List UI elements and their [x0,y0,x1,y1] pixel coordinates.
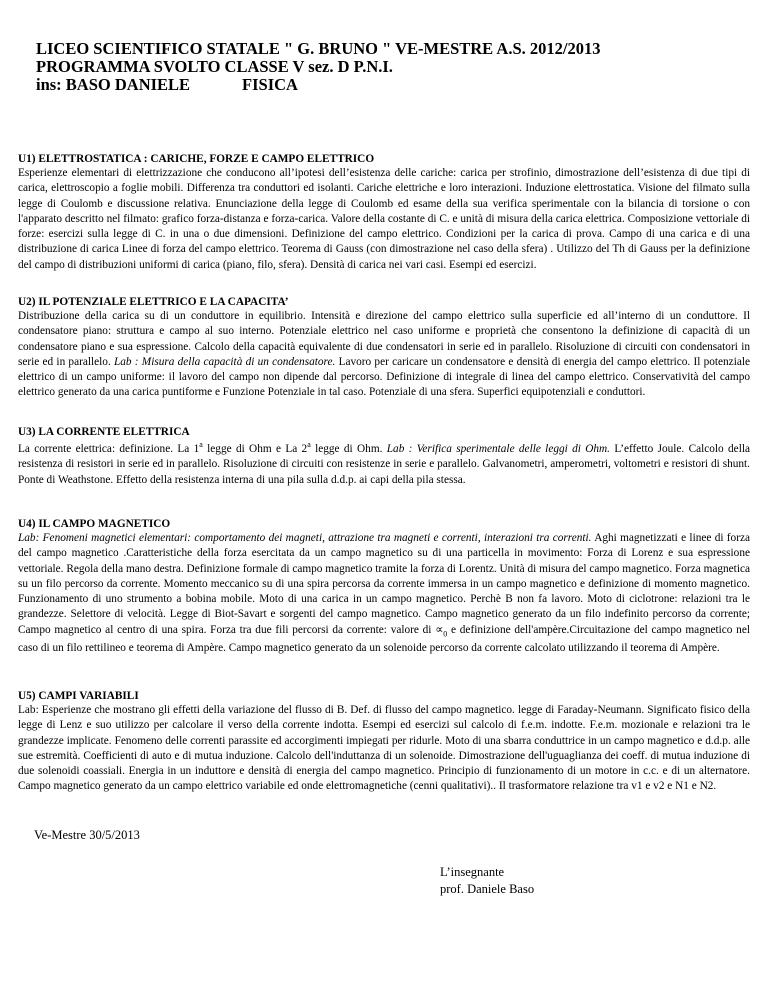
section-text [18,309,750,401]
section-title: U1) ELETTROSTATICA : CARICHE, FORZE E CAMPO ELETTRICO [18,153,375,165]
superscript: a [307,440,311,450]
section-title: U5) CAMPI VARIABILI [18,690,139,702]
teacher-name: ins: BASO DANIELE [36,75,191,94]
section-u4 [18,517,750,657]
text-part: legge di Ohm. [310,443,387,455]
lab-note: Lab: Fenomeni magnetici elementari: comportamento dei magneti, attrazione tra magneti e correnti, interazioni tra correnti. [18,532,592,544]
superscript: a [199,440,203,450]
section-text: Esperienze elementari di elettrizzazione che conducono all’ipotesi dell’esistenza delle cariche: carica per strofinio, dimostrazione dell’esistenza di due tipi di carica, elettroscopio a foglie mobili. Differenza tra conduttori ed isolanti. Cariche elettriche e loro interazioni. Induzione elettrostatica. Visione del filmato sulla legge di Coulomb e discussione relativa. Enunciazione della legge di Coulomb ed esame della sua verifica sperimentale con la bilancia di torsione o con l'apparato descritto nel filmato: grafico forza-distanza e forza-carica. Valore della costante di C. e unità di misura della carica elettrica. Composizione vettoriale di forze: esercizi sulla legge di C. in una o due dimensioni. Definizione del campo elettrico. Condizioni per la carica di prova. Campo di una carica e di una distribuzione di carica Linee di forza del campo elettrico. Teorema di Gauss (con dimostrazione nel caso della sfera) . Utilizzo del Th di Gauss per la definizione del campo di distribuzioni uniformi di carica (piano, filo, sfera). Densità di carica nei vari casi. Esempi ed esercizi. [18,167,750,271]
section-u5 [18,689,750,795]
section-u1 [18,152,750,273]
signature-role: L’insegnante [440,865,505,879]
text-part: Distribuzione della carica su di un conduttore in equilibrio. Intensità e direzione del campo elettrico sulla superficie ed all’interno di un conduttore. Il condensatore piano: struttura e campo al suo interno. Potenziale elettrico nel caso uniforme e proprietà che consentono la definizione di capacità di un condensatore piano e sua espressione. Calcolo della capacità equivalente di due condensatori in serie ed in parallelo. Risoluzione di circuiti con condensatori in serie ed in parallelo. [18,310,750,368]
program-title: PROGRAMMA SVOLTO CLASSE V sez. D P.N.I. [36,57,393,76]
subject-name: FISICA [242,75,298,94]
section-title: U3) LA CORRENTE ELETTRICA [18,426,190,438]
section-title: U4) IL CAMPO MAGNETICO [18,518,171,530]
text-part: La corrente elettrica: definizione. La 1 [18,443,200,455]
document-date: Ve-Mestre 30/5/2013 [34,828,140,842]
section-u3 [18,425,750,488]
text-part: legge di Ohm e La 2 [202,443,308,455]
document-header [36,40,600,94]
mu-symbol: ∝ [435,623,444,636]
subscript: 0 [443,629,448,639]
text-part: L’effetto Joule. Calcolo della resistenza di resistori in serie ed in parallelo. Risoluzione di circuiti con resistenze in serie e parallelo. Galvanometri, amperometri, voltometri e resistori di shunt. Ponte di Weathstone. Effetto della resistenza interna di una pila sulla d.d.p. ai capi della pila stessa. [18,443,750,486]
lab-note: Lab : Verifica sperimentale delle leggi di Ohm. [386,443,611,455]
section-text [18,531,750,657]
text-part: e definizione dell'ampère.Circuitazione del campo magnetico nel caso di un filo rettilineo e teorema di Ampère. Campo magnetico generato da un solenoide percorso da corrente calcolato utilizzando il teorema di Ampère. [18,623,750,655]
teacher-subject-line [36,76,600,94]
section-text [18,442,750,488]
section-title: U2) IL POTENZIALE ELETTRICO E LA CAPACITA’ [18,296,289,308]
section-u2 [18,295,750,401]
signature-name: prof. Daniele Baso [440,882,535,896]
section-text: Lab: Esperienze che mostrano gli effetti della variazione del flusso di B. Def. di flusso del campo magnetico. legge di Faraday-Neumann. Significato fisico della legge di Lenz e suo utilizzo per calcolare il verso della corrente indotta. Esempi ed esercizi sul calcolo di f.e.m. indotte. F.e.m. mozionale e relazioni tra le grandezze implicate. Fenomeno delle correnti parassite ed accorgimenti impiegati per ridurle. Moto di una sbarra conduttrice in un campo magnetico e d.d.p. alle sue estremità. Coefficienti di auto e di mutua induzione. Calcolo dell'induttanza di un solenoide. Dimostrazione dell'uguaglianza dei coeff. di mutua induzione di due solenoidi coassiali. Energia in un induttore e densità di energia del campo magnetico. Principio di funzionamento di un motore in c.c. e di un alternatore. Campo magnetico generato da un campo elettrico variabile ed onde elettromagnetiche (cenni qualitativi).. Il trasformatore relazione tra v1 e v2 e N1 e N2. [18,704,750,793]
text-part: Aghi magnetizzati e linee di forza del campo magnetico .Caratteristiche della forza esercitata da un campo magnetico su di una particella in movimento: Forza di Lorenz e sua espressione vettoriale. Regola della mano destra. Definizione formale di campo magnetico tramite la forza di Lorentz. Unità di misura del campo magnetico. Forza magnetica su un filo percorso da corrente. Momento meccanico su di una spira percorsa da corrente immersa in un campo magnetico e definizione di momento magnetico. Funzionamento di uno strumento a bobina mobile. Moto di una carica in un campo magnetico. Perchè B non fa lavoro. Moto di ciclotrone: relazioni tra le grandezze. Selettore di velocità. Legge di Biot-Savart e sorgenti del campo magnetico. Campo magnetico generato da un filo indefinito percorso da corrente; Campo magnetico al centro di una spira. Forza tra due fili percorsi da corrente: valore di [18,532,750,636]
school-title: LICEO SCIENTIFICO STATALE " G. BRUNO " VE-MESTRE A.S. 2012/2013 [36,39,601,58]
text-part: Lavoro per caricare un condensatore e densità di energia del campo elettrico. Il potenziale elettrico di un campo uniforme: il lavoro del campo non dipende dal percorso. Definizione di integrale di linea del campo elettrico. Conservatività del campo elettrico generato da una carica puntiforme e Funzione Potenziale in tal caso. Potenziale di una sfera. Superfici equipotenziali e conduttori. [18,355,750,399]
signature-block [440,864,534,898]
lab-note: Lab : Misura della capacità di un condensatore. [114,355,336,368]
